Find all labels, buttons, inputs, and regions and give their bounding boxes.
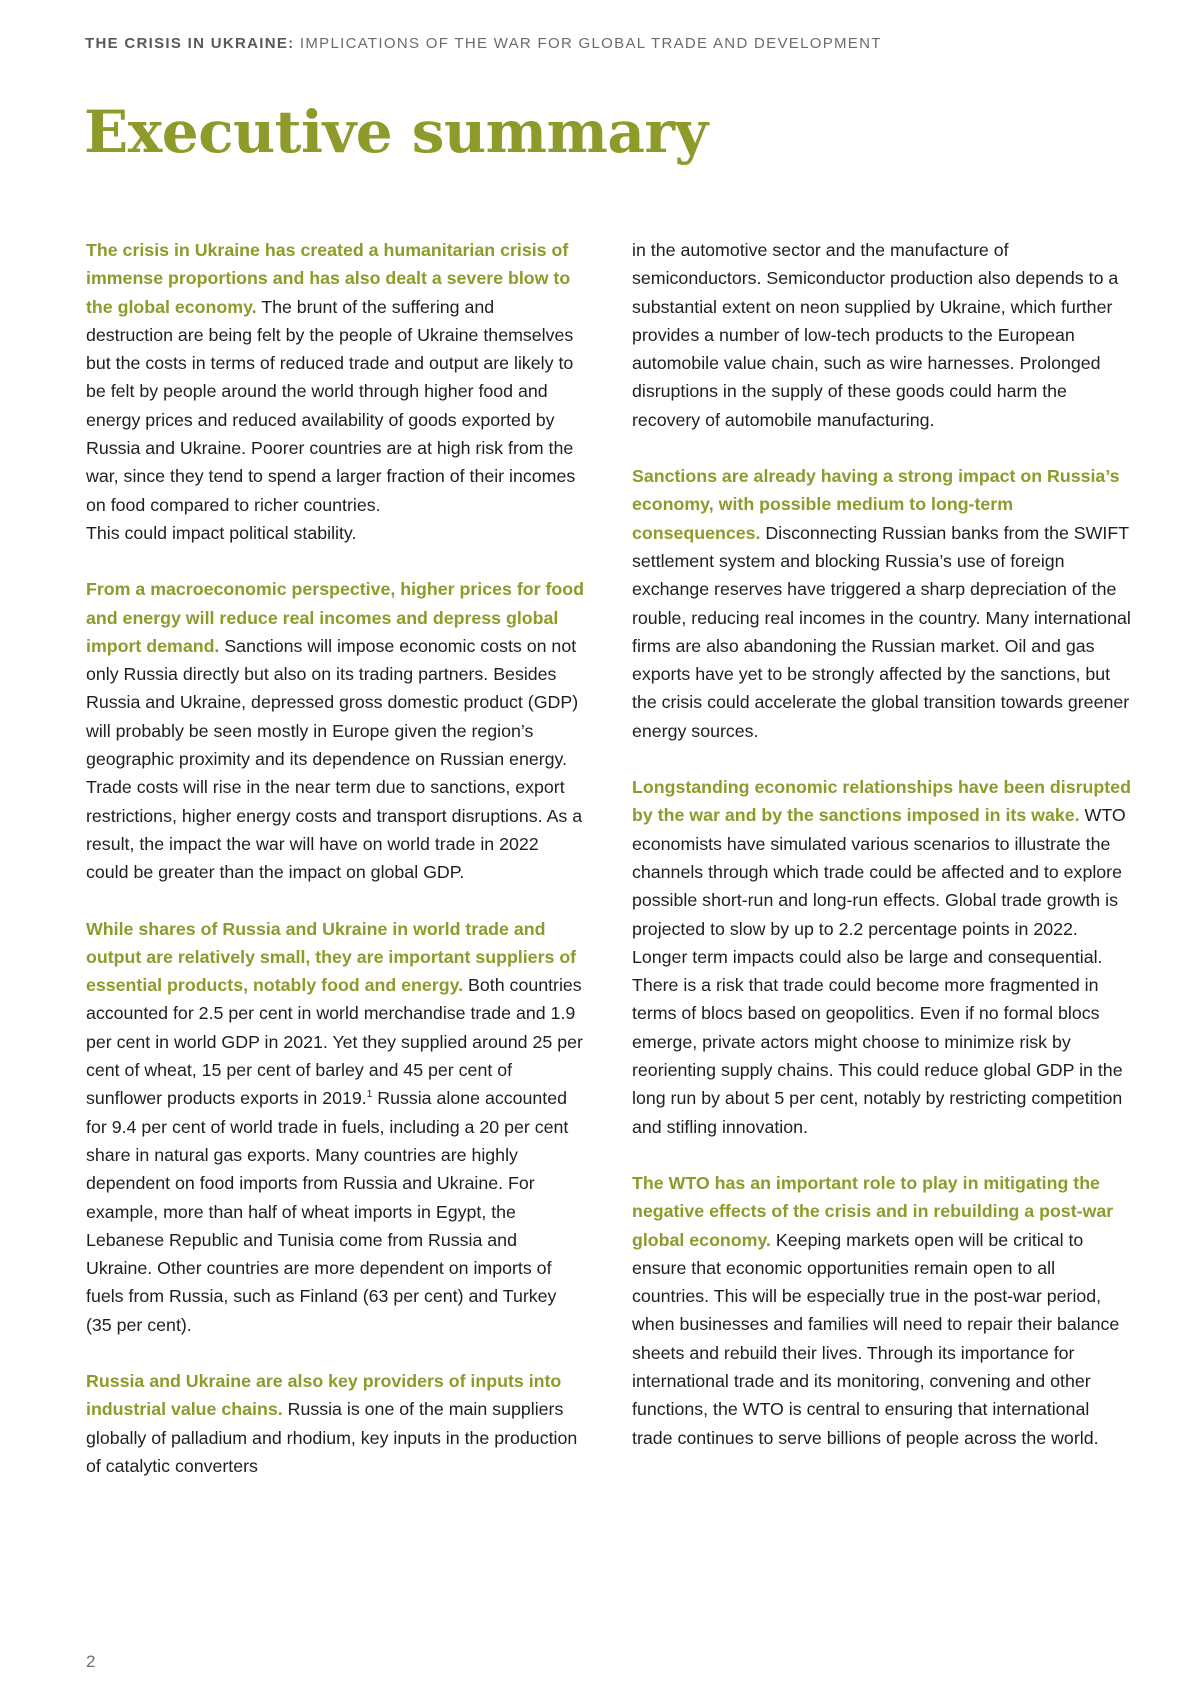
paragraph	[632, 1169, 1132, 1452]
paragraph-body: Keeping markets open will be critical to ensure that economic opportunities remain open to all countries. This will be especially true in the post-war period, when businesses and families will need to repair their balance sheets and rebuild their lives. Through its importance for international trade and its monitoring, convening and other functions, the WTO is central to ensuring that international trade continues to serve billions of people across the world.	[632, 1229, 1120, 1448]
paragraph-lead: Sanctions are already having a strong impact on Russia’s economy, with possible medium to long-term consequences.	[632, 466, 1120, 543]
paragraph-body: This could impact political stability.	[86, 522, 357, 543]
paragraph-body: Russia is one of the main suppliers globally of palladium and rhodium, key inputs in the production of catalytic converters	[86, 1399, 578, 1476]
paragraph-lead: From a macroeconomic perspective, higher prices for food and energy will reduce real incomes and depress global import demand.	[86, 579, 585, 656]
paragraph-body: The brunt of the suffering and destruction are being felt by the people of Ukraine themselves but the costs in terms of reduced trade and output are likely to be felt by people around the world through higher food and energy prices and reduced availability of goods exported by Russia and Ukraine. Poorer countries are at high risk from the war, since they tend to spend a larger fraction of their incomes on food compared to richer countries.	[86, 296, 576, 515]
paragraph-body: Disconnecting Russian banks from the SWIFT settlement system and blocking Russia’s use of foreign exchange reserves have triggered a sharp depreciation of the rouble, reducing real incomes in the country. Many international firms are also abandoning the Russian market. Oil and gas exports have yet to be strongly affected by the sanctions, but the crisis could accelerate the global transition towards greener energy sources.	[632, 522, 1131, 741]
page-number: 2	[86, 1652, 96, 1671]
running-header-subtitle: IMPLICATIONS OF THE WAR FOR GLOBAL TRADE AND DEVELOPMENT	[299, 35, 882, 52]
paragraph-body: Sanctions will impose economic costs on not only Russia directly but also on its trading partners. Besides Russia and Ukraine, depressed gross domestic product (GDP) will probably be seen mostly in Europe given the region’s geographic proximity and its dependence on Russian energy. Trade costs will rise in the near term due to sanctions, export restrictions, higher energy costs and transport disruptions. As a result, the impact the war will have on world trade in 2022 could be greater than the impact on global GDP.	[86, 635, 583, 883]
paragraph	[86, 1367, 586, 1480]
paragraph	[632, 462, 1132, 745]
right-column	[632, 236, 1132, 1480]
paragraph	[86, 575, 586, 886]
paragraph-body: Russia alone accounted for 9.4 per cent of world trade in fuels, including a 20 per cent share in natural gas exports. Many countries are highly dependent on food imports from Russia and Ukraine. For example, more than half of wheat imports in Egypt, the Lebanese Republic and Tunisia come from Russia and Ukraine. Other countries are more dependent on imports of fuels from Russia, such as Finland (63 per cent) and Turkey (35 per cent).	[86, 1088, 569, 1335]
paragraph-lead: While shares of Russia and Ukraine in world trade and output are relatively small, they are important suppliers of essential products, notably food and energy.	[86, 918, 577, 996]
footnote-marker: 1	[366, 1089, 373, 1101]
paragraph	[86, 236, 586, 547]
paragraph-lead: The WTO has an important role to play in mitigating the negative effects of the crisis and in rebuilding a post-war global economy.	[632, 1172, 1114, 1250]
paragraph	[632, 773, 1132, 1141]
paragraph-lead: Longstanding economic relationships have been disrupted by the war and by the sanctions imposed in its wake.	[632, 777, 1131, 826]
running-header	[85, 35, 882, 52]
paragraph-body: in the automotive sector and the manufacture of semiconductors. Semiconductor production also depends to a substantial extent on neon supplied by Ukraine, which further provides a number of low-tech products to the European automobile value chain, such as wire harnesses. Prolonged disruptions in the supply of these goods could harm the recovery of automobile manufacturing.	[632, 240, 1119, 430]
paragraph-body: Both countries accounted for 2.5 per cent in world merchandise trade and 1.9 per cent in world GDP in 2021. Yet they supplied around 25 per cent of wheat, 15 per cent of barley and 45 per cent of sunflower products exports in 2019.	[86, 975, 583, 1109]
paragraph-lead: Russia and Ukraine are also key providers of inputs into industrial value chains.	[86, 1370, 562, 1420]
paragraph	[632, 236, 1132, 434]
running-header-series: THE CRISIS IN UKRAINE:	[85, 35, 295, 52]
paragraph-lead: The crisis in Ukraine has created a humanitarian crisis of immense proportions and has also dealt a severe blow to the global economy.	[86, 240, 571, 317]
paragraph	[86, 915, 586, 1339]
page-title: Executive summary	[84, 98, 708, 166]
paragraph-body: WTO economists have simulated various scenarios to illustrate the channels through which trade could be affected and to explore possible short-run and long-run effects. Global trade growth is projected to slow by up to 2.2 percentage points in 2022. Longer term impacts could also be large and consequential. There is a risk that trade could become more fragmented in terms of blocs based on geopolitics. Even if no formal blocs emerge, private actors might choose to minimize risk by reorienting supply chains. This could reduce global GDP in the long run by about 5 per cent, notably by restricting competition and stifling innovation.	[632, 805, 1126, 1137]
left-column	[86, 236, 586, 1508]
